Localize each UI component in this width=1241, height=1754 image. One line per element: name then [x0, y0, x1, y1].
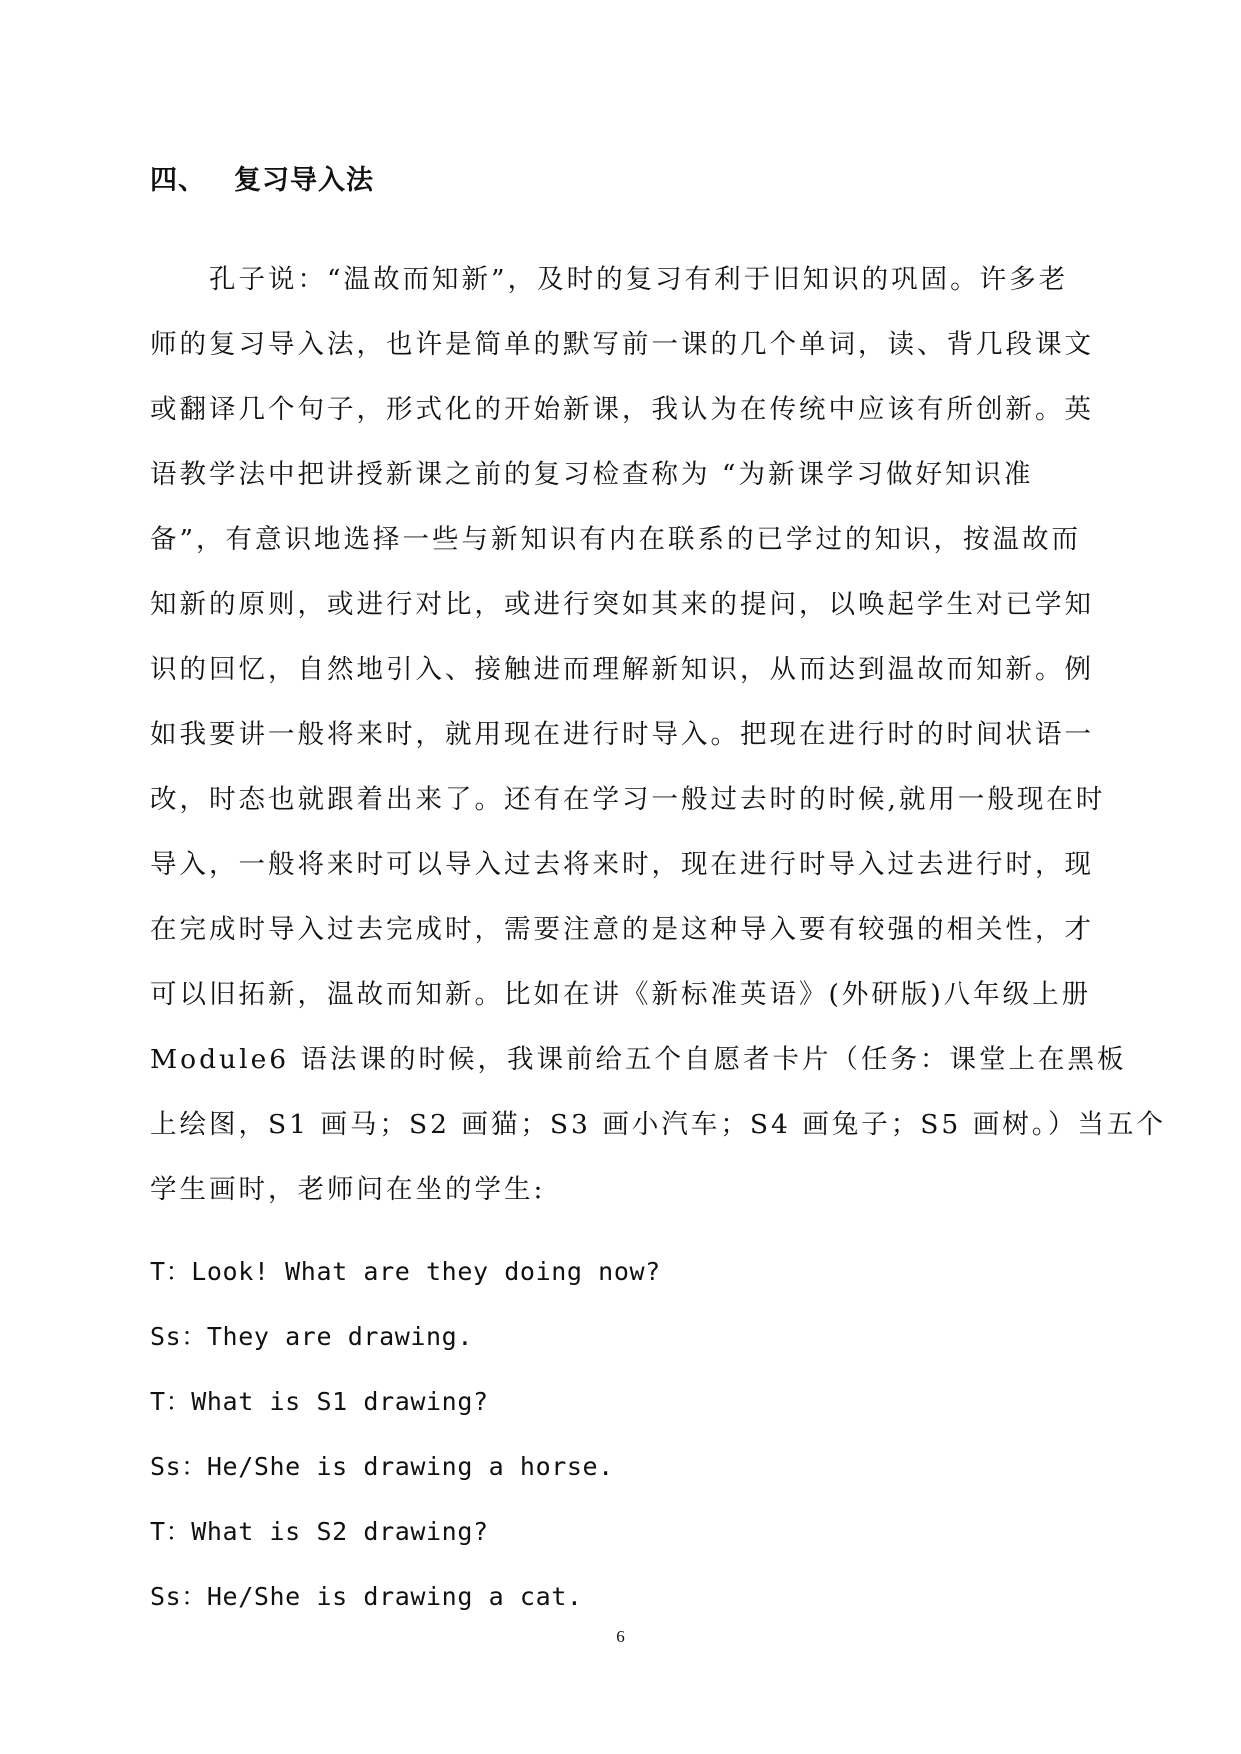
paragraph-line: 上绘图，S1 画马；S2 画猫；S3 画小汽车；S4 画兔子；S5 画树。）当五个: [150, 1109, 1166, 1140]
paragraph-line: 识的回忆，自然地引入、接触进而理解新知识，从而达到温故而知新。例: [150, 654, 1094, 685]
section-number: 四、: [150, 165, 206, 196]
dialogue-line: T：Look! What are they doing now?: [150, 1257, 661, 1286]
paragraph-line: 备”，有意识地选择一些与新知识有内在联系的已学过的知识，按温故而: [150, 524, 1082, 555]
paragraph-line: 导入，一般将来时可以导入过去将来时，现在进行时导入过去进行时，现: [150, 849, 1094, 880]
body-paragraph: [150, 247, 1166, 1222]
dialogue-block: [150, 1239, 1090, 1629]
dialogue-line: T：What is S2 drawing?: [150, 1517, 489, 1546]
dialogue-line: Ss：He/She is drawing a cat.: [150, 1582, 583, 1611]
paragraph-line: 或翻译几个句子，形式化的开始新课，我认为在传统中应该有所创新。英: [150, 394, 1094, 425]
paragraph-line: 在完成时导入过去完成时，需要注意的是这种导入要有较强的相关性，才: [150, 914, 1094, 945]
paragraph-line: Module6 语法课的时候，我课前给五个自愿者卡片（任务：课堂上在黑板: [150, 1044, 1127, 1075]
page-number: 6: [616, 1627, 625, 1646]
dialogue-line: T：What is S1 drawing?: [150, 1387, 489, 1416]
section-title: 复习导入法: [234, 165, 374, 196]
paragraph-line: 学生画时，老师问在坐的学生:: [150, 1174, 546, 1205]
paragraph-line: 语教学法中把讲授新课之前的复习检查称为 “为新课学习做好知识准: [150, 459, 1034, 490]
paragraph-line: 可以旧拓新，温故而知新。比如在讲《新标准英语》(外研版)八年级上册: [150, 979, 1092, 1010]
paragraph-line: 改，时态也就跟着出来了。还有在学习一般过去时的时候,就用一般现在时: [150, 784, 1106, 815]
section-heading: [150, 158, 374, 197]
paragraph-line: 如我要讲一般将来时，就用现在进行时导入。把现在进行时的时间状语一: [150, 719, 1094, 750]
paragraph-line: 知新的原则，或进行对比，或进行突如其来的提问，以唤起学生对已学知: [150, 589, 1094, 620]
paragraph-line: 孔子说：“温故而知新”，及时的复习有利于旧知识的巩固。许多老: [209, 264, 1069, 295]
paragraph-line: 师的复习导入法，也许是简单的默写前一课的几个单词，读、背几段课文: [150, 329, 1094, 360]
dialogue-line: Ss：They are drawing.: [150, 1322, 473, 1351]
dialogue-line: Ss：He/She is drawing a horse.: [150, 1452, 614, 1481]
